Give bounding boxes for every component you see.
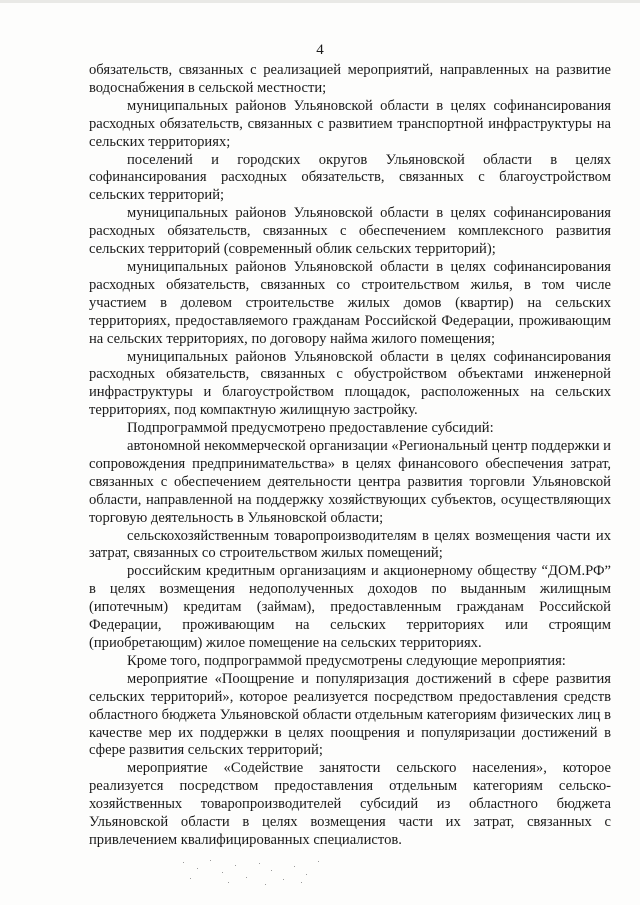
- paragraph-complex-development: муниципальных районов Ульяновской области в целях софинансирования расходных обязательств, связанных с обеспечением комплексного развития сельских территорий (современный облик сельских территорий);: [89, 205, 611, 258]
- paragraph-measures-heading: Кроме того, подпрограммой предусмотрены следующие мероприятия:: [127, 652, 566, 669]
- paragraph-housing: муниципальных районов Ульяновской области в целях софинансирования расходных обязательств, связанных со строительством жилья, в том числе участием в долевом строительстве жилых домов (квартир) на сельских территориях, предоставляемого гражданам Российской Федерации, проживающим на сельских территориях, по договору найма жилого помещения;: [89, 258, 611, 347]
- paragraph-improvement: поселений и городских округов Ульяновской области в целях софинансирования расходных обязательств, связанных с благоустройством сельских территорий;: [89, 151, 611, 204]
- scan-edge: [0, 0, 640, 3]
- paragraph-transport: муниципальных районов Ульяновской области в целях софинансирования расходных обязательств, связанных с развитием транспортной инфраструктуры на сельских территориях;: [89, 97, 611, 150]
- document-body: [89, 62, 611, 850]
- paragraph-promotion: мероприятие «Поощрение и популяризация достижений в сфере развития сельских территорий», которое реализуется посредством предоставления средств областного бюджета Ульяновской области отдельным категориям физических лиц в качестве мер их поддержки в целях поощрения и популяризации достижений в сфере развития сельских территорий;: [89, 670, 611, 759]
- paragraph-trade-center: автономной некоммерческой организации «Региональный центр поддержки и сопровождения предпринимательства» в целях финансового обеспечения затрат, связанных с обеспечением деятельности центра развития торговли Ульяновской области, направленной на поддержку хозяйствующих субъектов, осуществляющих торговую деятельность в Ульяновской области;: [89, 438, 611, 526]
- paragraph-continuation: обязательств, связанных с реализацией мероприятий, направленных на развитие водоснабжения в сельской местности;: [89, 62, 611, 96]
- page-number: 4: [316, 42, 324, 58]
- scan-artifact: [175, 858, 335, 888]
- paragraph-employment: мероприятие «Содействие занятости сельского населения», которое реализуется посредством предоставления отдельным категориям сельско-хозяйственных товаропроизводителей субсидий из областного бюджета Ульяновской области в целях возмещения части их затрат, связанных с привлечением квалифицированных специалистов.: [89, 760, 611, 848]
- paragraph-credit-orgs: российским кредитным организациям и акционерному обществу “ДОМ.РФ” в целях возмещения недополученных доходов по выданным жилищным (ипотечным) кредитам (займам), предоставленным гражданам Российской Федерации, проживающим на сельских территориях или строящим (приобретающим) жилое помещение на сельских территориях.: [89, 563, 611, 651]
- paragraph-subsidies-heading: Подпрограммой предусмотрено предоставление субсидий:: [127, 420, 494, 437]
- paragraph-agri-producers: сельскохозяйственным товаропроизводителям в целях возмещения части их затрат, связанных со строительством жилых помещений;: [89, 527, 611, 562]
- paragraph-infrastructure: муниципальных районов Ульяновской области в целях софинансирования расходных обязательств, связанных с обустройством объектами инженерной инфраструктуры и благоустройством площадок, расположенных на сельских территориях, под компактную жилищную застройку.: [89, 348, 611, 419]
